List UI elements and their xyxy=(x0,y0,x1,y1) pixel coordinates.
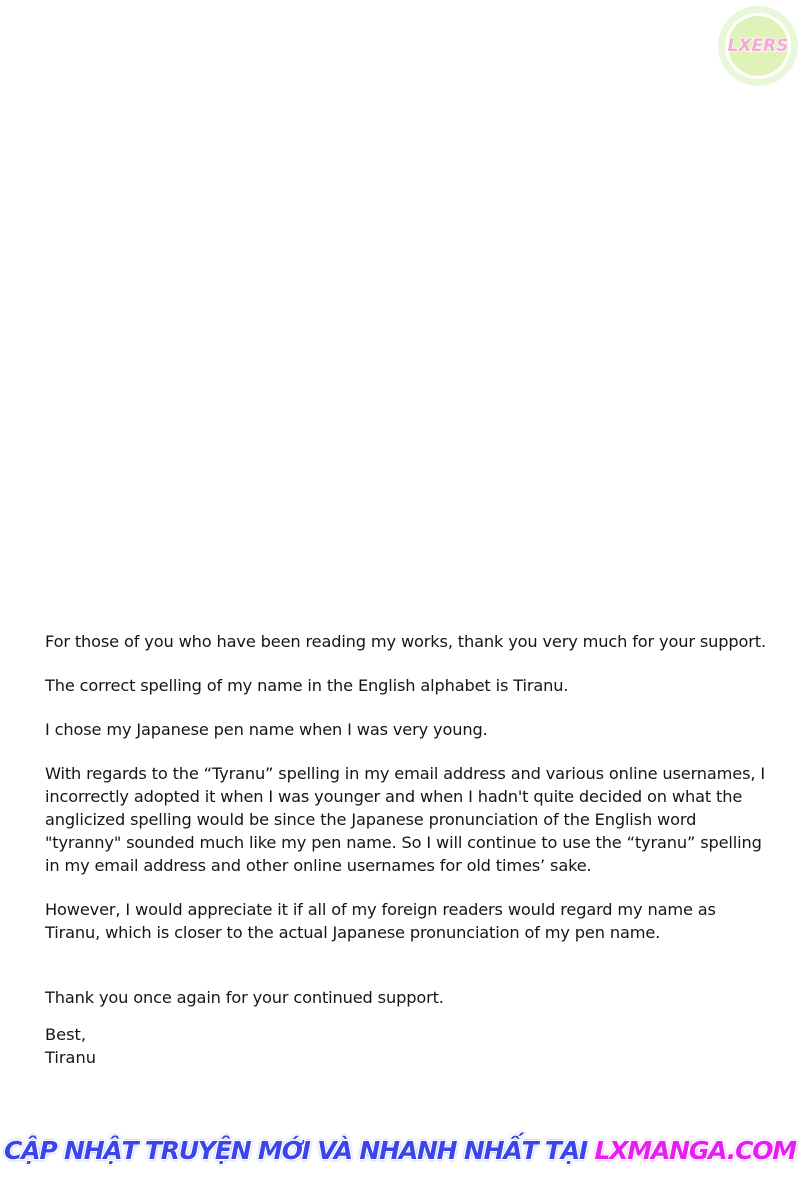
promo-banner xyxy=(0,1136,800,1165)
letter-signature: Tiranu xyxy=(45,1048,96,1067)
letter-closing: Best, xyxy=(45,1025,86,1044)
letter-paragraph-6: Thank you once again for your continued support. xyxy=(45,988,444,1007)
letter-body xyxy=(45,630,770,1009)
letter-paragraph-3: I chose my Japanese pen name when I was very young. xyxy=(45,720,488,739)
circle-badge-logo-icon xyxy=(716,4,800,88)
letter-paragraph-1: For those of you who have been reading my works, thank you very much for your support. xyxy=(45,632,766,651)
lxers-logo xyxy=(716,4,800,88)
letter-paragraph-2: The correct spelling of my name in the English alphabet is Tiranu. xyxy=(45,676,569,695)
letter-paragraph-4: With regards to the “Tyranu” spelling in my email address and various online usernames, I incorrectly adopted it when I was younger and when I hadn't quite decided on what the anglicized spelling would be since the Japanese pronunciation of the English word "tyranny" sounded much like my pen name. So I will continue to use the “tyranu” spelling in my email address and other online usernames for old times’ sake. xyxy=(45,764,766,875)
logo-text: LXERS xyxy=(727,36,789,56)
banner-text: CẬP NHẬT TRUYỆN MỚI VÀ NHANH NHẤT TẠI xyxy=(4,1136,595,1165)
letter-paragraph-5: However, I would appreciate it if all of my foreign readers would regard my name as Tiranu, which is closer to the actual Japanese pronunciation of my pen name. xyxy=(45,900,716,942)
banner-site-link[interactable]: LXMANGA.COM xyxy=(594,1136,796,1165)
letter-signoff xyxy=(45,1023,96,1069)
